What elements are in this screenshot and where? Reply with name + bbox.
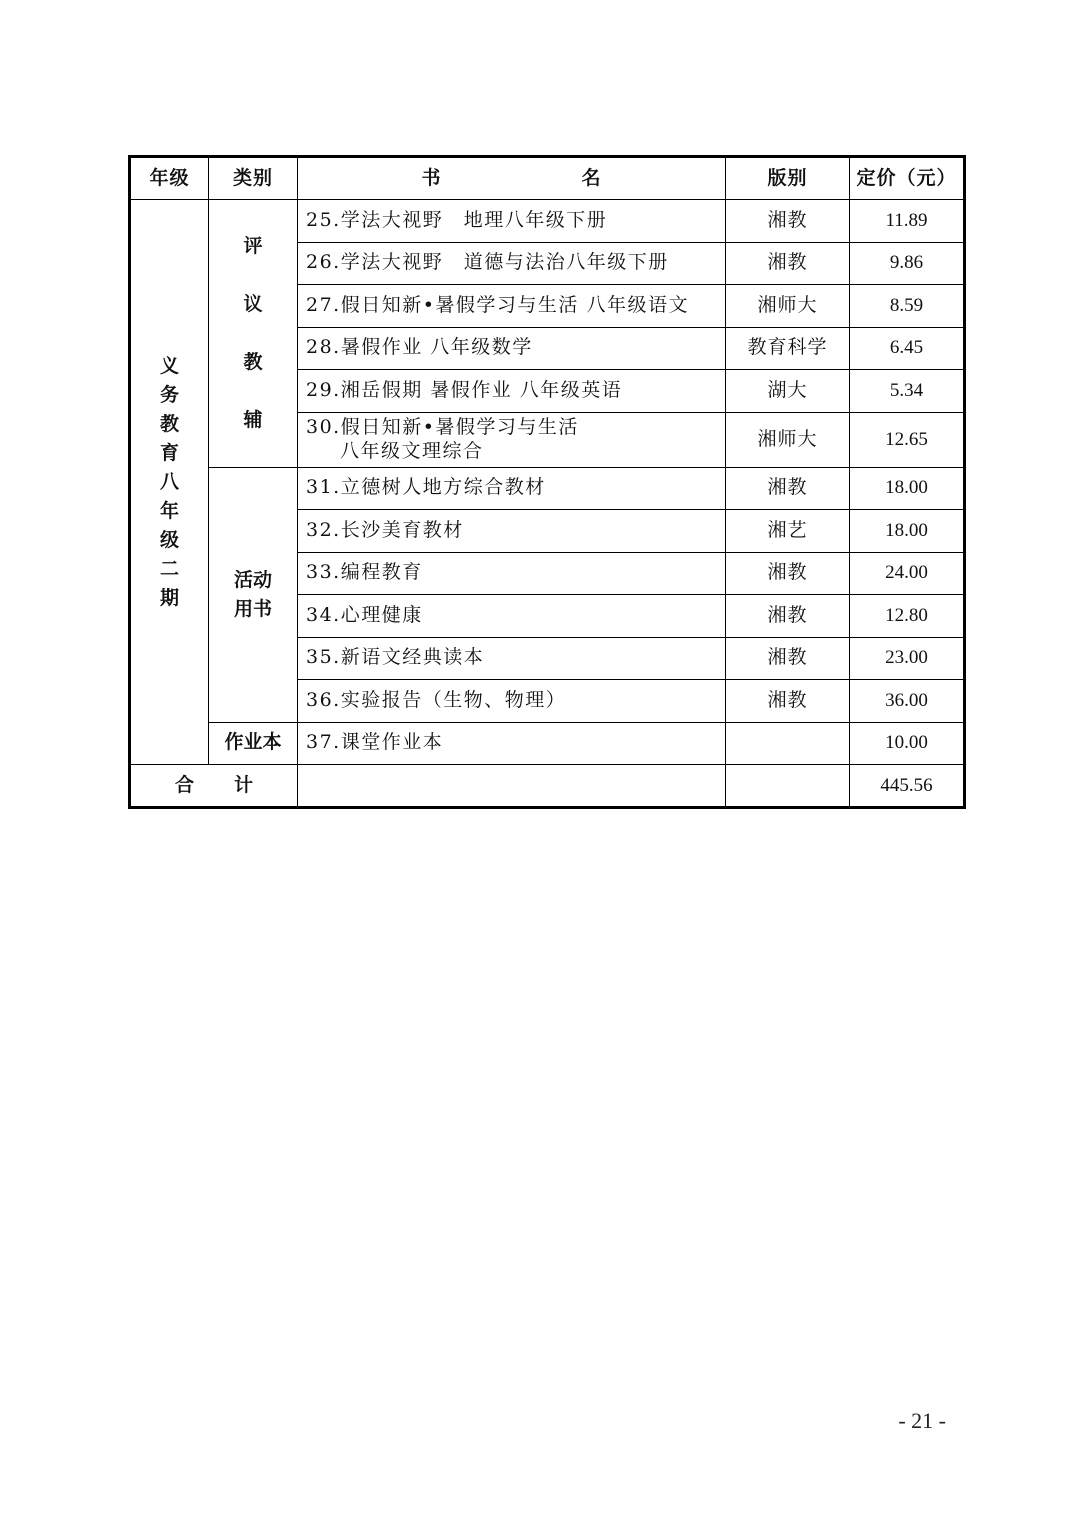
book-name: 31.立德树人地方综合教材 [298,467,726,510]
price: 12.80 [850,595,965,638]
publisher: 湘师大 [726,412,850,467]
table-row [130,200,965,243]
price: 5.34 [850,370,965,413]
category-homework: 作业本 [209,722,298,765]
price: 23.00 [850,637,965,680]
price: 18.00 [850,510,965,553]
header-book-name-part2: 名 [581,166,602,189]
publisher: 湘教 [726,467,850,510]
publisher: 湘艺 [726,510,850,553]
publisher: 湘教 [726,200,850,243]
publisher [726,722,850,765]
page-number: - 21 - [898,1408,946,1433]
category-activity-label: 活动 用书 [233,568,272,620]
book-name: 35.新语文经典读本 [298,637,726,680]
table-row [130,722,965,765]
book-name: 29.湘岳假期 暑假作业 八年级英语 [298,370,726,413]
grade-label: 义 务 教 育 八 年 级 二 期 [159,354,179,609]
book-name: 33.编程教育 [298,552,726,595]
book-name-line1: 30.假日知新•暑假学习与生活 [306,415,579,438]
header-grade: 年级 [130,157,209,200]
header-publisher: 版别 [726,157,850,200]
header-price: 定价（元） [850,157,965,200]
category-review-label: 评 议 教 辅 [243,235,263,432]
price: 24.00 [850,552,965,595]
publisher: 湘师大 [726,285,850,328]
book-name: 34.心理健康 [298,595,726,638]
publisher: 教育科学 [726,327,850,370]
publisher: 湘教 [726,552,850,595]
book-name: 32.长沙美育教材 [298,510,726,553]
table-row [130,467,965,510]
price: 18.00 [850,467,965,510]
header-book-name-part1: 书 [421,166,442,189]
price: 8.59 [850,285,965,328]
table-header-row [130,157,965,200]
price: 36.00 [850,680,965,723]
grade-cell [130,200,209,765]
publisher: 湘教 [726,595,850,638]
total-label: 合 计 [130,765,298,808]
category-review [209,200,298,468]
textbook-price-table [128,155,966,809]
total-price: 445.56 [850,765,965,808]
total-publisher-empty [726,765,850,808]
total-row [130,765,965,808]
book-name: 27.假日知新•暑假学习与生活 八年级语文 [298,285,726,328]
publisher: 湘教 [726,680,850,723]
book-name: 28.暑假作业 八年级数学 [298,327,726,370]
price: 9.86 [850,242,965,285]
publisher: 湘教 [726,242,850,285]
book-name: 37.课堂作业本 [298,722,726,765]
book-name: 26.学法大视野 道德与法治八年级下册 [298,242,726,285]
price: 11.89 [850,200,965,243]
book-name: 25.学法大视野 地理八年级下册 [298,200,726,243]
total-name-empty [298,765,726,808]
price: 6.45 [850,327,965,370]
price: 12.65 [850,412,965,467]
header-book-name [298,157,726,200]
header-category: 类别 [209,157,298,200]
category-activity [209,467,298,722]
book-name-line2: 八年级文理综合 [340,439,484,462]
book-name [298,412,726,467]
publisher: 湘教 [726,637,850,680]
book-name: 36.实验报告（生物、物理） [298,680,726,723]
publisher: 湖大 [726,370,850,413]
price: 10.00 [850,722,965,765]
